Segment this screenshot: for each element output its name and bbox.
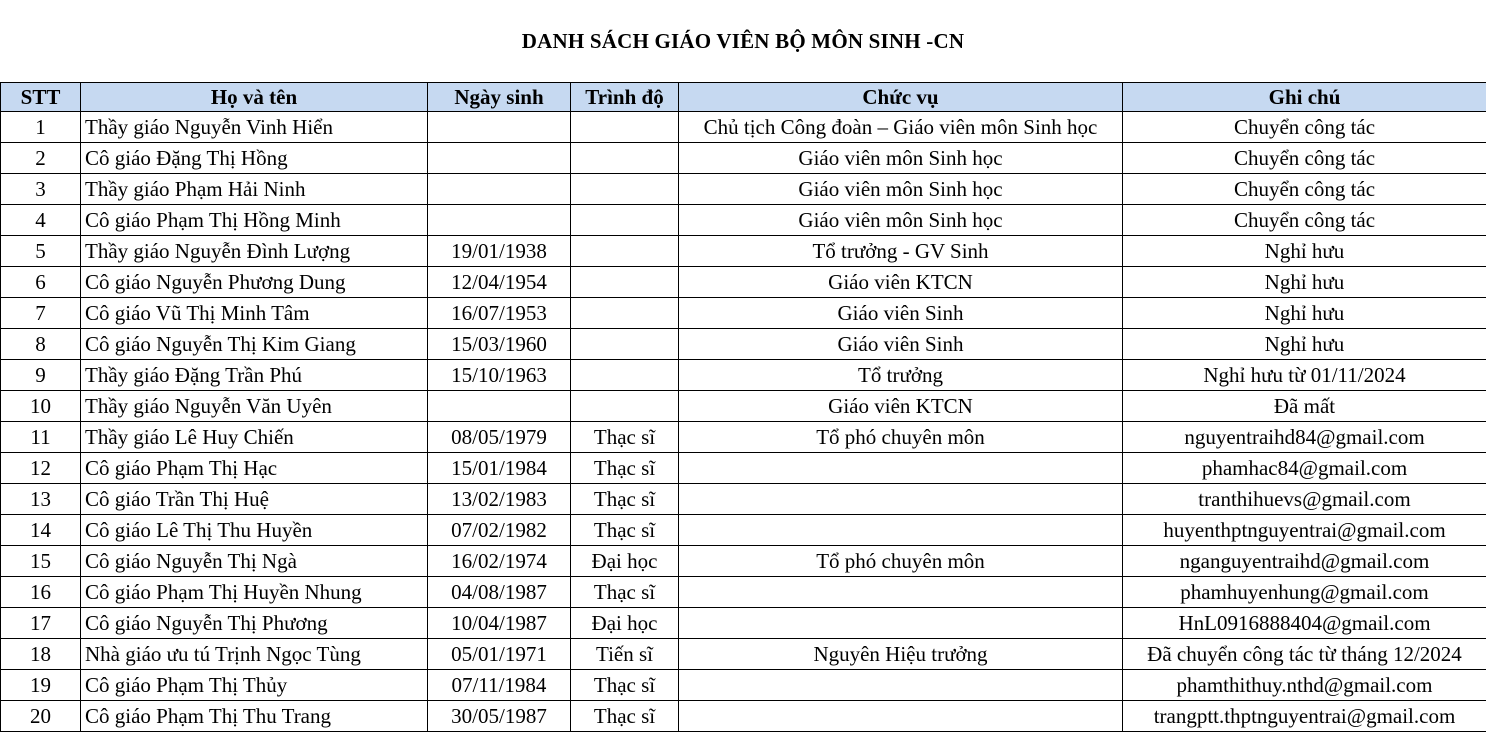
cell-stt: 9 <box>1 360 81 391</box>
cell-role <box>679 608 1123 639</box>
cell-dob: 15/10/1963 <box>428 360 571 391</box>
table-row <box>1 484 1486 515</box>
table-row <box>1 112 1486 143</box>
cell-level: Thạc sĩ <box>571 701 679 732</box>
cell-dob: 05/01/1971 <box>428 639 571 670</box>
cell-role: Nguyên Hiệu trưởng <box>679 639 1123 670</box>
cell-note: Nghỉ hưu <box>1123 298 1486 329</box>
cell-note: nguyentraihd84@gmail.com <box>1123 422 1486 453</box>
cell-level <box>571 391 679 422</box>
cell-role <box>679 670 1123 701</box>
cell-note: Đã chuyển công tác từ tháng 12/2024 <box>1123 639 1486 670</box>
cell-dob <box>428 174 571 205</box>
cell-level <box>571 329 679 360</box>
cell-level <box>571 112 679 143</box>
cell-role: Giáo viên môn Sinh học <box>679 174 1123 205</box>
cell-name: Thầy giáo Phạm Hải Ninh <box>81 174 428 205</box>
cell-stt: 12 <box>1 453 81 484</box>
cell-name: Nhà giáo ưu tú Trịnh Ngọc Tùng <box>81 639 428 670</box>
table-row <box>1 236 1486 267</box>
cell-level <box>571 236 679 267</box>
cell-role: Chủ tịch Công đoàn – Giáo viên môn Sinh học <box>679 112 1123 143</box>
cell-dob: 13/02/1983 <box>428 484 571 515</box>
cell-name: Cô giáo Lê Thị Thu Huyền <box>81 515 428 546</box>
cell-role <box>679 453 1123 484</box>
cell-note: phamhuyenhung@gmail.com <box>1123 577 1486 608</box>
cell-dob: 16/02/1974 <box>428 546 571 577</box>
cell-dob: 15/03/1960 <box>428 329 571 360</box>
cell-role: Giáo viên môn Sinh học <box>679 143 1123 174</box>
table-row <box>1 298 1486 329</box>
table-row <box>1 205 1486 236</box>
cell-role <box>679 701 1123 732</box>
header-name: Họ và tên <box>81 83 428 112</box>
cell-name: Cô giáo Phạm Thị Hồng Minh <box>81 205 428 236</box>
cell-level: Thạc sĩ <box>571 422 679 453</box>
table-row <box>1 608 1486 639</box>
cell-dob: 08/05/1979 <box>428 422 571 453</box>
cell-level: Thạc sĩ <box>571 577 679 608</box>
table-row <box>1 174 1486 205</box>
cell-level: Thạc sĩ <box>571 670 679 701</box>
cell-stt: 13 <box>1 484 81 515</box>
cell-stt: 2 <box>1 143 81 174</box>
header-dob: Ngày sinh <box>428 83 571 112</box>
cell-note: huyenthptnguyentrai@gmail.com <box>1123 515 1486 546</box>
cell-name: Cô giáo Phạm Thị Thu Trang <box>81 701 428 732</box>
cell-name: Cô giáo Phạm Thị Thủy <box>81 670 428 701</box>
header-role: Chức vụ <box>679 83 1123 112</box>
cell-note: nganguyentraihd@gmail.com <box>1123 546 1486 577</box>
table-header-row <box>1 83 1486 112</box>
cell-level: Đại học <box>571 608 679 639</box>
cell-level: Thạc sĩ <box>571 453 679 484</box>
cell-dob: 19/01/1938 <box>428 236 571 267</box>
cell-note: HnL0916888404@gmail.com <box>1123 608 1486 639</box>
cell-role: Giáo viên môn Sinh học <box>679 205 1123 236</box>
cell-stt: 5 <box>1 236 81 267</box>
table-row <box>1 360 1486 391</box>
table-row <box>1 515 1486 546</box>
cell-note: Nghỉ hưu <box>1123 236 1486 267</box>
cell-role: Tổ phó chuyên môn <box>679 546 1123 577</box>
cell-name: Cô giáo Trần Thị Huệ <box>81 484 428 515</box>
cell-role <box>679 577 1123 608</box>
cell-name: Cô giáo Phạm Thị Huyền Nhung <box>81 577 428 608</box>
cell-role: Giáo viên Sinh <box>679 329 1123 360</box>
table-row <box>1 143 1486 174</box>
cell-dob: 15/01/1984 <box>428 453 571 484</box>
table-row <box>1 329 1486 360</box>
cell-stt: 4 <box>1 205 81 236</box>
cell-name: Cô giáo Nguyễn Phương Dung <box>81 267 428 298</box>
cell-level <box>571 205 679 236</box>
cell-dob: 04/08/1987 <box>428 577 571 608</box>
table-row <box>1 639 1486 670</box>
cell-note: Chuyển công tác <box>1123 143 1486 174</box>
cell-name: Thầy giáo Nguyễn Vinh Hiển <box>81 112 428 143</box>
cell-level <box>571 267 679 298</box>
cell-stt: 19 <box>1 670 81 701</box>
cell-note: Chuyển công tác <box>1123 112 1486 143</box>
header-stt: STT <box>1 83 81 112</box>
header-level: Trình độ <box>571 83 679 112</box>
cell-name: Cô giáo Vũ Thị Minh Tâm <box>81 298 428 329</box>
cell-stt: 17 <box>1 608 81 639</box>
cell-level: Thạc sĩ <box>571 484 679 515</box>
cell-stt: 8 <box>1 329 81 360</box>
cell-role: Giáo viên Sinh <box>679 298 1123 329</box>
cell-note: phamthithuy.nthd@gmail.com <box>1123 670 1486 701</box>
cell-dob: 16/07/1953 <box>428 298 571 329</box>
cell-name: Cô giáo Nguyễn Thị Kim Giang <box>81 329 428 360</box>
table-row <box>1 701 1486 732</box>
cell-stt: 18 <box>1 639 81 670</box>
cell-level: Thạc sĩ <box>571 515 679 546</box>
cell-stt: 20 <box>1 701 81 732</box>
cell-note: Nghỉ hưu <box>1123 329 1486 360</box>
header-note: Ghi chú <box>1123 83 1486 112</box>
cell-name: Thầy giáo Nguyễn Văn Uyên <box>81 391 428 422</box>
cell-dob <box>428 205 571 236</box>
table-row <box>1 546 1486 577</box>
table-row <box>1 670 1486 701</box>
cell-name: Cô giáo Nguyễn Thị Ngà <box>81 546 428 577</box>
cell-level <box>571 174 679 205</box>
cell-name: Cô giáo Đặng Thị Hồng <box>81 143 428 174</box>
cell-stt: 15 <box>1 546 81 577</box>
cell-dob: 07/02/1982 <box>428 515 571 546</box>
cell-dob <box>428 112 571 143</box>
cell-dob: 07/11/1984 <box>428 670 571 701</box>
cell-name: Cô giáo Phạm Thị Hạc <box>81 453 428 484</box>
cell-level <box>571 298 679 329</box>
cell-dob <box>428 143 571 174</box>
cell-stt: 10 <box>1 391 81 422</box>
cell-stt: 1 <box>1 112 81 143</box>
cell-stt: 7 <box>1 298 81 329</box>
cell-role: Giáo viên KTCN <box>679 267 1123 298</box>
cell-note: phamhac84@gmail.com <box>1123 453 1486 484</box>
cell-dob: 10/04/1987 <box>428 608 571 639</box>
table-row <box>1 391 1486 422</box>
cell-note: trangptt.thptnguyentrai@gmail.com <box>1123 701 1486 732</box>
cell-role <box>679 515 1123 546</box>
cell-role: Tổ trưởng - GV Sinh <box>679 236 1123 267</box>
cell-stt: 6 <box>1 267 81 298</box>
cell-note: Đã mất <box>1123 391 1486 422</box>
cell-role: Tổ trưởng <box>679 360 1123 391</box>
cell-note: tranthihuevs@gmail.com <box>1123 484 1486 515</box>
cell-level: Tiến sĩ <box>571 639 679 670</box>
table-body <box>1 112 1486 732</box>
cell-name: Cô giáo Nguyễn Thị Phương <box>81 608 428 639</box>
table-row <box>1 422 1486 453</box>
cell-level <box>571 143 679 174</box>
cell-name: Thầy giáo Nguyễn Đình Lượng <box>81 236 428 267</box>
teacher-table <box>0 82 1486 732</box>
cell-name: Thầy giáo Đặng Trần Phú <box>81 360 428 391</box>
table-row <box>1 453 1486 484</box>
cell-name: Thầy giáo Lê Huy Chiến <box>81 422 428 453</box>
cell-dob: 12/04/1954 <box>428 267 571 298</box>
page-title: DANH SÁCH GIÁO VIÊN BỘ MÔN SINH -CN <box>0 27 1486 55</box>
cell-stt: 11 <box>1 422 81 453</box>
cell-note: Nghỉ hưu từ 01/11/2024 <box>1123 360 1486 391</box>
cell-role: Tổ phó chuyên môn <box>679 422 1123 453</box>
cell-stt: 3 <box>1 174 81 205</box>
table-row <box>1 267 1486 298</box>
cell-stt: 16 <box>1 577 81 608</box>
cell-role: Giáo viên KTCN <box>679 391 1123 422</box>
cell-level <box>571 360 679 391</box>
cell-note: Chuyển công tác <box>1123 205 1486 236</box>
cell-role <box>679 484 1123 515</box>
cell-stt: 14 <box>1 515 81 546</box>
table-row <box>1 577 1486 608</box>
cell-level: Đại học <box>571 546 679 577</box>
cell-note: Nghỉ hưu <box>1123 267 1486 298</box>
cell-note: Chuyển công tác <box>1123 174 1486 205</box>
cell-dob <box>428 391 571 422</box>
cell-dob: 30/05/1987 <box>428 701 571 732</box>
